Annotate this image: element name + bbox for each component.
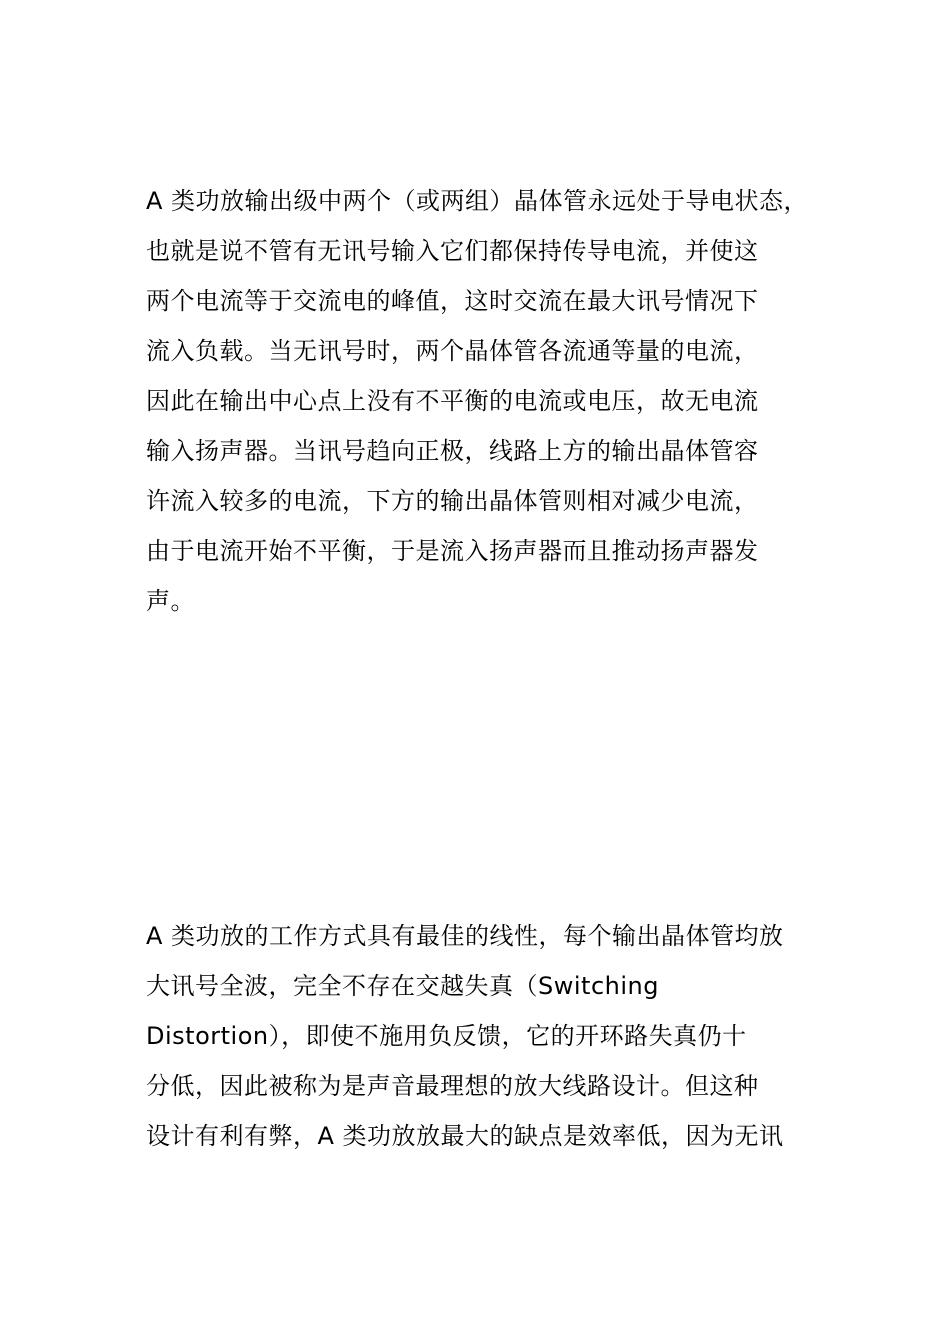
text-line: 两个电流等于交流电的峰值，这时交流在最大讯号情况下 [146, 287, 759, 315]
text-line: 许流入较多的电流，下方的输出晶体管则相对减少电流， [146, 487, 759, 515]
text-line: 设计有利有弊，A 类功放放最大的缺点是效率低，因为无讯 [146, 1122, 784, 1150]
text-line: 声。 [146, 587, 195, 615]
paragraph-class-a-conduction [146, 176, 826, 626]
text-line: 大讯号全波，完全不存在交越失真（Switching [146, 972, 659, 1000]
text-line: 因此在输出中心点上没有不平衡的电流或电压，故无电流 [146, 387, 759, 415]
text-line: 输入扬声器。当讯号趋向正极，线路上方的输出晶体管容 [146, 437, 759, 465]
text-line: A 类功放的工作方式具有最佳的线性，每个输出晶体管均放 [146, 922, 784, 950]
text-line: 由于电流开始不平衡，于是流入扬声器而且推动扬声器发 [146, 537, 759, 565]
text-line: 分低，因此被称为是声音最理想的放大线路设计。但这种 [146, 1072, 759, 1100]
text-line: 也就是说不管有无讯号输入它们都保持传导电流，并使这 [146, 237, 759, 265]
text-line: A 类功放输出级中两个（或两组）晶体管永远处于导电状态， [146, 187, 809, 215]
text-line: 流入负载。当无讯号时，两个晶体管各流通等量的电流， [146, 337, 759, 365]
paragraph-class-a-linearity [146, 911, 826, 1161]
text-line: Distortion），即使不施用负反馈，它的开环路失真仍十 [146, 1022, 747, 1050]
